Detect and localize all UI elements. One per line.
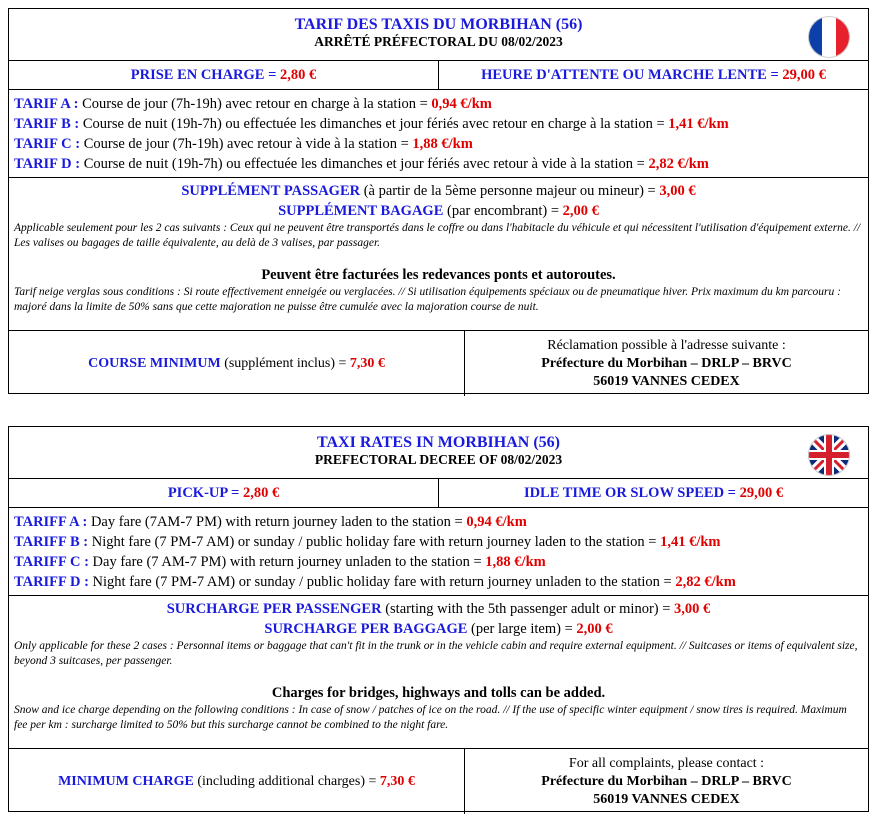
en-snow-note: Snow and ice charge depending on the following conditions : In case of snow / patches of ice on the road. // If the use of specific winter equipment / snow tires is required. Maximum fee per km : surcharge limited to 50% but this surcharge cannot be combined to the night fare. [14, 704, 847, 731]
fr-supp-baggage-label: SUPPLÉMENT BAGAGE [278, 203, 444, 219]
en-supp-baggage [14, 619, 863, 639]
fr-complaint [465, 331, 868, 396]
fr-base-fees [9, 61, 868, 90]
en-tariff-text: Day fare (7 AM-7 PM) with return journey unladen to the station = [92, 554, 486, 570]
fr-snow-note: Tarif neige verglas sous conditions : Si route effectivement enneigée ou verglacées. // Si utilisation équipements spéciaux ou de pneumatique hiver. Prix maximum du km parcouru : majoré dans la limite de 50% sans que cette majoration ne puisse être cumulée avec la majoration course de nuit. [14, 286, 841, 313]
english-rates-panel [8, 426, 869, 812]
en-wait-label: IDLE TIME OR SLOW SPEED = [523, 484, 736, 501]
fr-pickup-value: 2,80 € [280, 66, 317, 83]
fr-pickup [9, 61, 439, 89]
en-baggage-note: Only applicable for these 2 cases : Personnal items or baggage that can't fit in the trunk or in the vehicle cabin and require external equipment. // Suitcases or items of equivalent size, beyond 3 suitcases, per passenger. [14, 640, 858, 667]
en-wait [439, 479, 868, 507]
en-min-text: (including additional charges) = [193, 773, 380, 789]
en-supp-baggage-label: SURCHARGE PER BAGGAGE [264, 621, 468, 637]
en-supp-baggage-text: (per large item) = [467, 621, 577, 637]
en-tariff-text: Night fare (7 PM-7 AM) or sunday / public holiday fare with return journey unladen to the station = [92, 574, 676, 590]
fr-tariff-text: Course de nuit (19h-7h) ou effectuée les dimanches et jour fériés avec retour en charge à la station = [82, 116, 669, 132]
fr-min-text: (supplément inclus) = [220, 355, 350, 371]
fr-tariff-price: 1,88 €/km [412, 136, 473, 152]
en-tariff-label: TARIFF A : [14, 514, 91, 530]
fr-supp-baggage [14, 201, 863, 221]
fr-supp-passenger-value: 3,00 € [659, 183, 696, 199]
en-pickup-value: 2,80 € [242, 484, 280, 501]
en-min-label: MINIMUM CHARGE [58, 773, 194, 789]
en-tariffs [9, 508, 868, 596]
fr-min-value: 7,30 € [349, 355, 385, 371]
en-tariff-price: 1,88 €/km [485, 554, 546, 570]
fr-complaint-org: Préfecture du Morbihan – DRLP – BRVC [541, 355, 792, 371]
fr-pickup-label: PRISE EN CHARGE = [130, 66, 277, 83]
fr-wait-value: 29,00 € [782, 66, 826, 83]
fr-tariff-price: 1,41 €/km [668, 116, 729, 132]
fr-supp-baggage-text: (par encombrant) = [443, 203, 563, 219]
en-supplements [9, 596, 868, 749]
uk-flag-icon [808, 434, 850, 476]
fr-min-label: COURSE MINIMUM [88, 355, 221, 371]
fr-tariff-b [14, 114, 863, 134]
fr-wait-label: HEURE D'ATTENTE OU MARCHE LENTE = [481, 66, 779, 83]
en-tariff-text: Night fare (7 PM-7 AM) or sunday / public holiday fare with return journey laden to the station = [91, 534, 661, 550]
en-min-value: 7,30 € [379, 773, 415, 789]
fr-supp-passenger-text: (à partir de la 5ème personne majeur ou mineur) = [360, 183, 660, 199]
fr-tariff-label: TARIF C : [14, 136, 84, 152]
france-flag-icon [808, 16, 850, 58]
fr-tariff-c [14, 134, 863, 154]
french-rates-panel [8, 8, 869, 394]
fr-tariffs [9, 90, 868, 178]
fr-title: TARIF DES TAXIS DU MORBIHAN (56) [294, 16, 583, 33]
fr-complaint-city: 56019 VANNES CEDEX [593, 373, 740, 389]
en-complaint [465, 749, 868, 814]
fr-tariff-label: TARIF A : [14, 96, 83, 112]
en-pickup-label: PICK-UP = [167, 484, 240, 501]
en-complaint-intro: For all complaints, please contact : [568, 755, 765, 771]
en-supp-passenger-label: SURCHARGE PER PASSENGER [166, 601, 382, 617]
en-tariff-c [14, 552, 863, 572]
en-tariff-d [14, 572, 863, 592]
fr-tariff-price: 0,94 €/km [431, 96, 492, 112]
en-tariff-label: TARIFF D : [14, 574, 93, 590]
en-tariff-price: 2,82 €/km [675, 574, 736, 590]
fr-supplements [9, 178, 868, 331]
fr-supp-passenger-label: SUPPLÉMENT PASSAGER [181, 183, 361, 199]
en-supp-passenger [14, 599, 863, 619]
en-complaint-city: 56019 VANNES CEDEX [593, 791, 740, 807]
en-supp-passenger-value: 3,00 € [674, 601, 711, 617]
en-tariff-label: TARIFF C : [14, 554, 93, 570]
fr-footer [9, 331, 868, 396]
en-tariff-text: Day fare (7AM-7 PM) with return journey laden to the station = [90, 514, 467, 530]
fr-tolls-note: Peuvent être facturées les redevances ponts et autoroutes. [261, 267, 616, 283]
fr-complaint-intro: Réclamation possible à l'adresse suivante : [547, 337, 786, 353]
en-tariff-a [14, 512, 863, 532]
en-tolls-note: Charges for bridges, highways and tolls can be added. [271, 685, 606, 701]
fr-wait [439, 61, 868, 89]
en-supp-baggage-value: 2,00 € [576, 621, 613, 637]
en-pickup [9, 479, 439, 507]
fr-tariff-text: Course de jour (7h-19h) avec retour à vide à la station = [83, 136, 413, 152]
en-tariff-b [14, 532, 863, 552]
fr-supp-baggage-value: 2,00 € [562, 203, 599, 219]
fr-tariff-a [14, 94, 863, 114]
en-subtitle: PREFECTORAL DECREE OF 08/02/2023 [314, 452, 563, 467]
fr-tariff-label: TARIF D : [14, 156, 84, 172]
en-supp-passenger-text: (starting with the 5th passenger adult or minor) = [381, 601, 675, 617]
en-tariff-price: 0,94 €/km [466, 514, 527, 530]
fr-tariff-text: Course de nuit (19h-7h) ou effectuée les dimanches et jour fériés avec retour à vide à la station = [83, 156, 649, 172]
fr-supp-passenger [14, 181, 863, 201]
en-title: TAXI RATES IN MORBIHAN (56) [317, 434, 560, 451]
en-minimum [9, 749, 465, 814]
en-tariff-label: TARIFF B : [14, 534, 92, 550]
fr-baggage-note: Applicable seulement pour les 2 cas suivants : Ceux qui ne peuvent être transportés dans le coffre ou dans l'habitacle du véhicule et qui nécessitent l'utilisation d'équipement externe. // Les valises ou bagages de taille équivalente, au delà de 3 valises, par passager. [14, 222, 861, 249]
en-wait-value: 29,00 € [739, 484, 784, 501]
fr-minimum [9, 331, 465, 396]
fr-tariff-d [14, 154, 863, 174]
fr-tariff-text: Course de jour (7h-19h) avec retour en charge à la station = [82, 96, 432, 112]
fr-tariff-label: TARIF B : [14, 116, 83, 132]
fr-header [9, 9, 868, 61]
en-base-fees [9, 479, 868, 508]
fr-tariff-price: 2,82 €/km [648, 156, 709, 172]
en-footer [9, 749, 868, 814]
en-tariff-price: 1,41 €/km [660, 534, 721, 550]
en-header [9, 427, 868, 479]
en-complaint-org: Préfecture du Morbihan – DRLP – BRVC [541, 773, 792, 789]
fr-subtitle: ARRÊTÉ PRÉFECTORAL DU 08/02/2023 [314, 34, 563, 49]
